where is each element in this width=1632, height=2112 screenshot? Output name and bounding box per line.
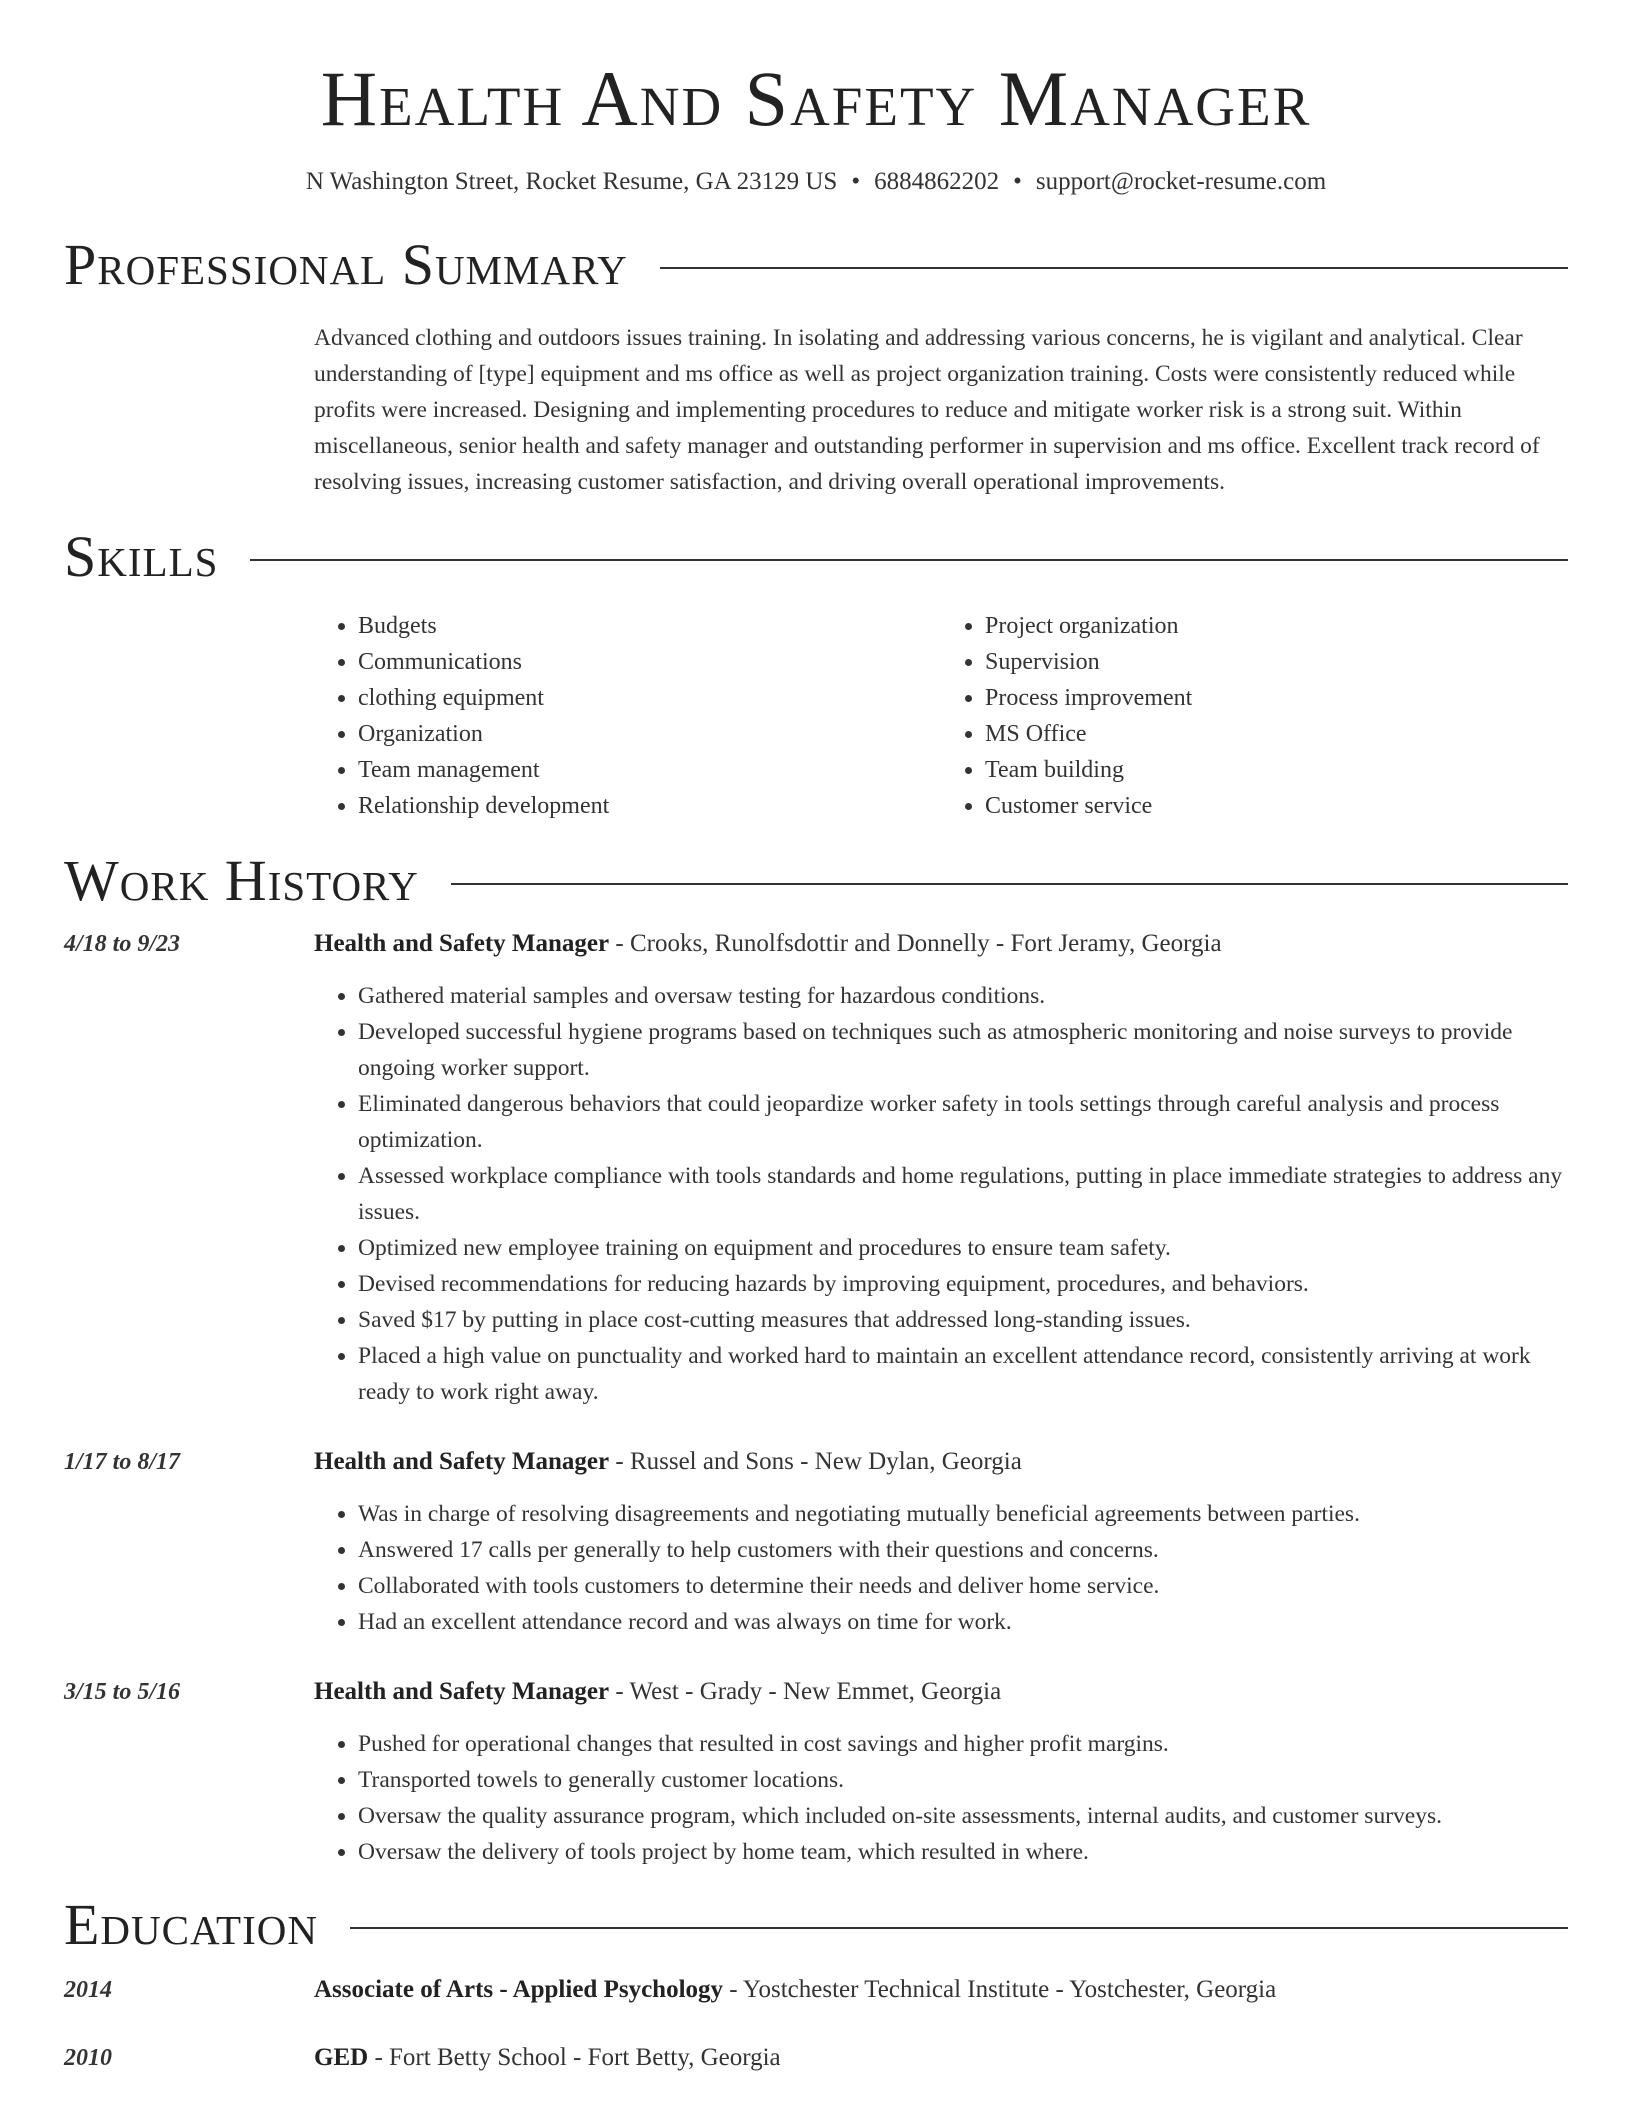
section-divider xyxy=(451,883,1568,885)
skill-item: • Process improvement xyxy=(985,680,1568,716)
education-degree: Associate of Arts - Applied Psychology xyxy=(314,1975,724,2003)
job-title: Health and Safety Manager xyxy=(314,1677,610,1705)
skill-item: • Budgets xyxy=(358,608,941,644)
contact-address: N Washington Street, Rocket Resume, GA 23129 US xyxy=(305,167,838,195)
skills-list xyxy=(314,608,1568,824)
summary-section-header xyxy=(64,231,1568,297)
job-title: Health and Safety Manager xyxy=(314,929,610,957)
education-heading: Education xyxy=(64,1891,318,1957)
education-entry xyxy=(64,1972,1568,2008)
job-duty: • Saved $17 by putting in place cost-cutting measures that addressed long-standing issues. xyxy=(358,1302,1568,1338)
education-year: 2014 xyxy=(64,1976,112,2003)
education-school: - Fort Betty School - Fort Betty, Georgia xyxy=(368,2043,781,2071)
job-duty: • Developed successful hygiene programs based on techniques such as atmospheric monitoring and noise surveys to provide ongoing worker support. xyxy=(358,1014,1568,1086)
section-divider xyxy=(660,267,1568,269)
section-divider xyxy=(350,1927,1568,1929)
section-divider xyxy=(250,559,1568,561)
job-duty: • Assessed workplace compliance with tools standards and home regulations, putting in place immediate strategies to address any issues. xyxy=(358,1158,1568,1230)
job-duty: • Was in charge of resolving disagreements and negotiating mutually beneficial agreements between parties. xyxy=(358,1496,1568,1532)
contact-line xyxy=(0,168,1632,196)
job-duty: • Transported towels to generally customer locations. xyxy=(358,1762,1568,1798)
job-duty: • Had an excellent attendance record and was always on time for work. xyxy=(358,1604,1568,1640)
skill-item: • Customer service xyxy=(985,788,1568,824)
job-title-line xyxy=(314,1444,1568,1480)
summary-heading: Professional Summary xyxy=(64,231,628,297)
skills-heading: Skills xyxy=(64,523,219,589)
education-year: 2010 xyxy=(64,2044,112,2071)
job-duty: • Pushed for operational changes that resulted in cost savings and higher profit margins. xyxy=(358,1726,1568,1762)
contact-email: support@rocket-resume.com xyxy=(1035,167,1327,195)
education-line xyxy=(314,1972,1568,2008)
education-line xyxy=(314,2040,1568,2076)
job-title-line xyxy=(314,1674,1568,1710)
job-dates: 1/17 to 8/17 xyxy=(64,1448,181,1475)
skills-section-header xyxy=(64,523,1568,589)
job-duties xyxy=(314,978,1568,1410)
contact-phone: 6884862202 xyxy=(874,167,1000,195)
skill-item: • Relationship development xyxy=(358,788,941,824)
skills-column-left xyxy=(314,608,941,824)
job-duty: • Gathered material samples and oversaw testing for hazardous conditions. xyxy=(358,978,1568,1014)
skill-item: • Supervision xyxy=(985,644,1568,680)
job-entry xyxy=(64,926,1568,1410)
work-section-header xyxy=(64,847,1568,913)
job-title-line xyxy=(314,926,1568,962)
job-duties xyxy=(314,1496,1568,1640)
work-heading: Work History xyxy=(64,847,419,913)
skill-item: • clothing equipment xyxy=(358,680,941,716)
separator-dot: • xyxy=(851,167,861,195)
education-section-header xyxy=(64,1891,1568,1957)
job-employer: - West - Grady - New Emmet, Georgia xyxy=(609,1677,1002,1705)
skill-item: • Communications xyxy=(358,644,941,680)
skill-item: • Team building xyxy=(985,752,1568,788)
candidate-title: Health And Safety Manager xyxy=(320,55,1312,142)
education-degree: GED xyxy=(314,2043,369,2071)
job-duty: • Collaborated with tools customers to determine their needs and deliver home service. xyxy=(358,1568,1568,1604)
job-duties xyxy=(314,1726,1568,1870)
resume-header xyxy=(0,0,1632,196)
job-duty: • Oversaw the delivery of tools project by home team, which resulted in where. xyxy=(358,1834,1568,1870)
job-duty: • Answered 17 calls per generally to help customers with their questions and concerns. xyxy=(358,1532,1568,1568)
skill-item: • Project organization xyxy=(985,608,1568,644)
job-duty: • Oversaw the quality assurance program, which included on-site assessments, internal audits, and customer surveys. xyxy=(358,1798,1568,1834)
job-duty: • Placed a high value on punctuality and worked hard to maintain an excellent attendance record, consistently arriving at work ready to work right away. xyxy=(358,1338,1568,1410)
separator-dot: • xyxy=(1013,167,1022,195)
job-entry xyxy=(64,1674,1568,1870)
education-entry xyxy=(64,2040,1568,2076)
skill-item: • MS Office xyxy=(985,716,1568,752)
job-dates: 4/18 to 9/23 xyxy=(64,930,181,957)
skill-item: • Organization xyxy=(358,716,941,752)
job-employer: - Russel and Sons - New Dylan, Georgia xyxy=(609,1447,1022,1475)
job-duty: • Optimized new employee training on equipment and procedures to ensure team safety. xyxy=(358,1230,1568,1266)
skill-item: • Team management xyxy=(358,752,941,788)
job-title: Health and Safety Manager xyxy=(314,1447,610,1475)
job-duty: • Devised recommendations for reducing hazards by improving equipment, procedures, and behaviors. xyxy=(358,1266,1568,1302)
job-duty: • Eliminated dangerous behaviors that could jeopardize worker safety in tools settings through careful analysis and process optimization. xyxy=(358,1086,1568,1158)
job-employer: - Crooks, Runolfsdottir and Donnelly - Fort Jeramy, Georgia xyxy=(609,929,1222,957)
skills-column-right xyxy=(941,608,1568,824)
education-school: - Yostchester Technical Institute - Yostchester, Georgia xyxy=(723,1975,1277,2003)
summary-text: Advanced clothing and outdoors issues training. In isolating and addressing various concerns, he is vigilant and analytical. Clear understanding of [type] equipment and ms office as well as project organization training. Costs were consistently reduced while profits were increased. Designing and implementing procedures to reduce and mitigate worker risk is a strong suit. Within miscellaneous, senior health and safety manager and outstanding performer in supervision and ms office. Excellent track record of resolving issues, increasing customer satisfaction, and driving overall operational improvements. xyxy=(314,324,1540,495)
job-dates: 3/15 to 5/16 xyxy=(64,1678,181,1705)
job-entry xyxy=(64,1444,1568,1640)
